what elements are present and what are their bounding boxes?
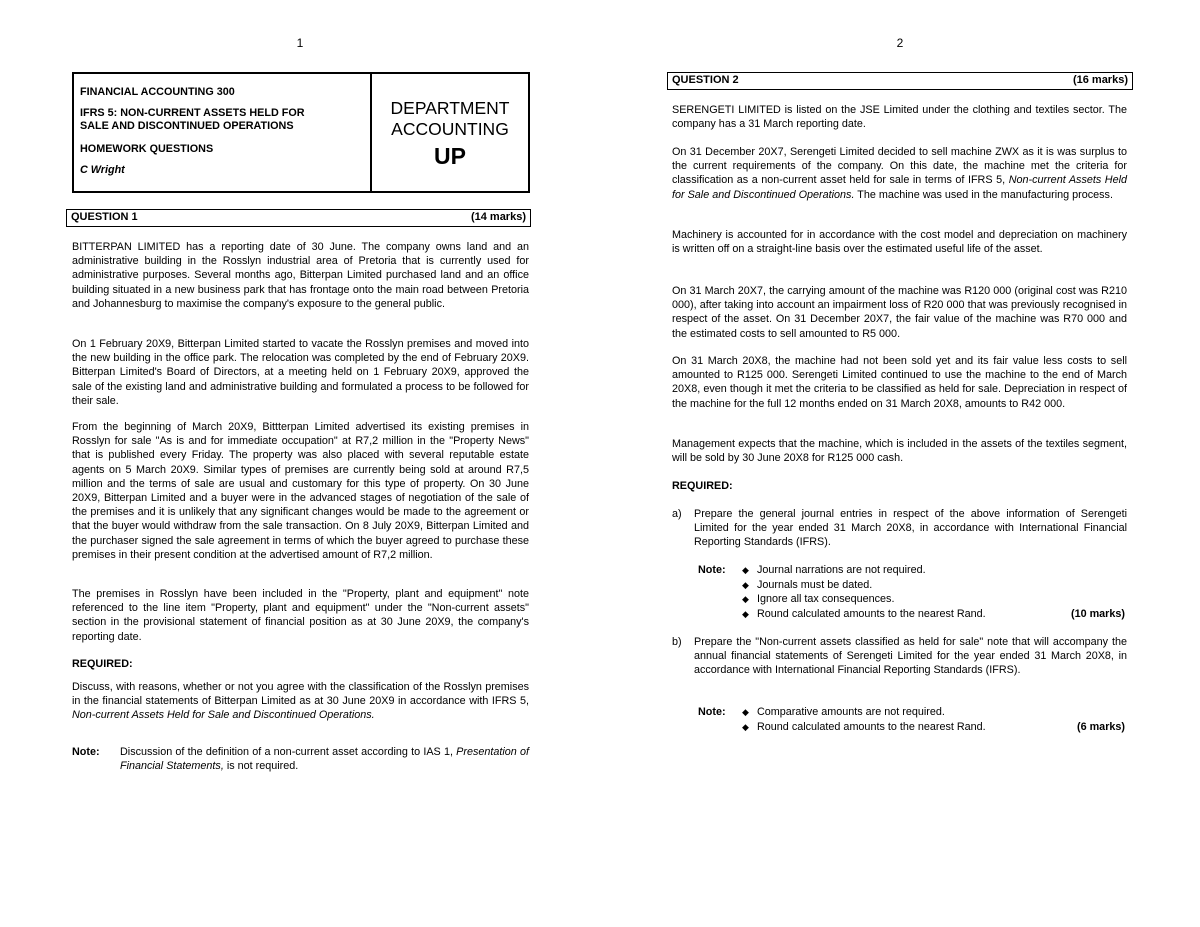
part-a-letter: a) bbox=[672, 508, 682, 520]
part-b-letter: b) bbox=[672, 636, 682, 648]
page-number: 1 bbox=[296, 36, 304, 50]
q1-paragraph-2: On 1 February 20X9, Bitterpan Limited started to vacate the Rosslyn premises and moved into the new building in the office park. The relocation was completed by the end of February 20X9. Bitterpan Limited's Board of Directors, at a meeting held on 1 February 20X9, approved the sale of the existing land and administrative building and formulated a process to be followed for their sale. bbox=[72, 338, 529, 407]
note-body bbox=[120, 745, 529, 773]
course-info bbox=[74, 74, 372, 191]
list-item: ◆ Journals must be dated. bbox=[742, 578, 873, 591]
page-2 bbox=[600, 0, 1200, 927]
question-marks: (14 marks) bbox=[470, 211, 526, 223]
q2-paragraph-6: Management expects that the machine, which is included in the assets of the textiles segment, will be sold by 30 June 20X8 for R125 000 cash. bbox=[672, 438, 1127, 465]
department-info bbox=[372, 74, 528, 191]
q2-part-a bbox=[672, 507, 1127, 552]
part-a-text: Prepare the general journal entries in respect of the above information of Serengeti Limited for the year ended 31 March 20X8, in accordance with International Financial Reporting Standards (IFRS). bbox=[694, 508, 1127, 549]
list-item: ◆ Ignore all tax consequences. bbox=[742, 593, 895, 605]
q1-required-italic: Non-current Assets Held for Sale and Discontinued Operations. bbox=[72, 709, 375, 722]
q2-paragraph-4: On 31 March 20X7, the carrying amount of the machine was R120 000 (original cost was R210 000), after taking into account an impairment loss of R20 000 that was previously recognised in respect of the asset. On 31 December 20X7, the fair value of the machine was R70 000 and the estimated costs to sell amounted to R5 000. bbox=[672, 285, 1127, 340]
question-title: QUESTION 2 bbox=[672, 74, 739, 86]
note-tail: is not required. bbox=[226, 760, 299, 773]
q2-part-b bbox=[672, 635, 1127, 693]
note-label: Note: bbox=[698, 706, 726, 718]
question-2-heading bbox=[667, 72, 1133, 90]
part-b-text: Prepare the "Non-current assets classified as held for sale" note that will accompany the annual financial statements of Serengeti Limited for the year ended 31 March 20X8, in accordance with International Financial Reporting Standards (IFRS). bbox=[694, 636, 1127, 677]
q1-required-text bbox=[72, 680, 529, 723]
note-label: Note: bbox=[698, 564, 726, 576]
bullet-icon: ◆ bbox=[742, 608, 749, 619]
q1-required-main: Discuss, with reasons, whether or not you agree with the classification of the Rosslyn premises in the financial statements of Bitterpan Limited as at 30 June 20X9 in accordance with IFRS 5, bbox=[72, 681, 529, 708]
part-a-marks: (10 marks) bbox=[1070, 607, 1125, 620]
university-name: UP bbox=[434, 143, 466, 169]
page-number: 2 bbox=[896, 36, 904, 50]
topic-line-1: IFRS 5: NON-CURRENT ASSETS HELD FOR bbox=[80, 107, 305, 119]
bullet-icon: ◆ bbox=[742, 594, 749, 604]
list-item: ◆ Journal narrations are not required. bbox=[742, 564, 926, 576]
bullet-icon: ◆ bbox=[742, 721, 749, 732]
topic-line-2: SALE AND DISCONTINUED OPERATIONS bbox=[80, 120, 294, 132]
note-label: Note: bbox=[72, 746, 100, 758]
list-item: ◆ Round calculated amounts to the nearest Rand. (10 marks) bbox=[742, 607, 1125, 620]
q1-paragraph-3: From the beginning of March 20X9, Bittterpan Limited advertised its existing premises in Rosslyn for sale "As is and for immediate occupation" at R7,2 million in the "Property News" that is published every Friday. The property was also placed with several reputable estate agents on 5 March 20X9. Similar types of premises are currently being sold at around R7,5 million and the terms of sale are usual and customary for this type of property. On 30 June 20X9, Bitterpan Limited and a buyer were in the advanced stages of negotiation of the sale of the premises and it is unlikely that any significant changes would be made to the agreement or that the buyer would withdraw from the sale transaction. On 8 July 20X9, Bitterpan Limited and the purchaser signed the sale agreement in terms of which the buyer agreed to purchase these premises in their present condition at the advertised amount of R7,2 million. bbox=[72, 421, 529, 561]
author: C Wright bbox=[80, 164, 125, 176]
q1-note bbox=[72, 745, 529, 775]
note-text: Discussion of the definition of a non-current asset according to IAS 1, bbox=[120, 746, 453, 758]
topic-title bbox=[80, 107, 364, 133]
q1-paragraph-1: BITTERPAN LIMITED has a reporting date of 30 June. The company owns land and an administrative building in the Rosslyn industrial area of Pretoria that is currently used for administrative purposes. Several months ago, Bitterpan Limited purchased land and an office building situated in a new business park that has frontage onto the main road between Pretoria and Johannesburg to maximise the company's exposure to the general public. bbox=[72, 241, 529, 310]
part-b-marks: (6 marks) bbox=[1076, 720, 1125, 733]
part-b-note-list bbox=[742, 705, 1125, 734]
department-line-1: DEPARTMENT bbox=[390, 98, 510, 118]
question-1-heading bbox=[66, 209, 531, 227]
q1-paragraph-4: The premises in Rosslyn have been included in the "Property, plant and equipment" note referenced to the line item "Property, plant and equipment" under the "Non-current assets" section in the provisional statement of financial position as at 30 June 20X9, the company's reporting date. bbox=[72, 588, 529, 643]
q2-p2-italic: Non-current Assets Held for Sale and Discontinued Operations. bbox=[672, 174, 1128, 201]
q2-required-label: REQUIRED: bbox=[672, 480, 733, 492]
q2-p2-main: On 31 December 20X7, Serengeti Limited decided to sell machine ZWX as it is was surplus to the current requirements of the company. On this date, the machine met the criteria for classification as a non-current asset held for sale in terms of IFRS 5, bbox=[672, 146, 1127, 187]
list-item: ◆ Comparative amounts are not required. bbox=[742, 706, 945, 718]
question-marks: (16 marks) bbox=[1072, 74, 1128, 86]
q2-paragraph-1: SERENGETI LIMITED is listed on the JSE Limited under the clothing and textiles sector. The company has a 31 March reporting date. bbox=[672, 104, 1127, 131]
bullet-icon: ◆ bbox=[742, 707, 749, 717]
part-b-note-label bbox=[698, 705, 726, 719]
course-title: FINANCIAL ACCOUNTING 300 bbox=[80, 86, 235, 98]
bullet-icon: ◆ bbox=[742, 565, 749, 575]
list-item: ◆ Round calculated amounts to the nearest Rand. (6 marks) bbox=[742, 720, 1125, 733]
q2-paragraph-2 bbox=[672, 145, 1127, 202]
department-line-2: ACCOUNTING bbox=[391, 119, 509, 139]
part-a-note-label bbox=[698, 563, 726, 577]
q2-p2-tail: The machine was used in the manufacturing process. bbox=[857, 188, 1113, 201]
bullet-icon: ◆ bbox=[742, 579, 749, 590]
q2-paragraph-5: On 31 March 20X8, the machine had not been sold yet and its fair value less costs to sell amounted to R125 000. Serengeti Limited continued to use the machine to the end of March 20X8, even though it met the criteria to be classified as held for sale. Depreciation in respect of the machine for the full 12 months ended on 31 March 20X8, amounts to R42 000. bbox=[672, 355, 1127, 410]
part-a-note-list bbox=[742, 563, 1125, 621]
q1-required-label: REQUIRED: bbox=[72, 658, 133, 670]
question-title: QUESTION 1 bbox=[71, 211, 138, 223]
note-italic: Presentation of Financial Statements, bbox=[120, 746, 530, 773]
document-type: HOMEWORK QUESTIONS bbox=[80, 143, 214, 155]
q2-paragraph-3: Machinery is accounted for in accordance with the cost model and depreciation on machinery is written off on a straight-line basis over the estimated useful life of the asset. bbox=[672, 229, 1127, 256]
document-header-box bbox=[72, 72, 530, 193]
